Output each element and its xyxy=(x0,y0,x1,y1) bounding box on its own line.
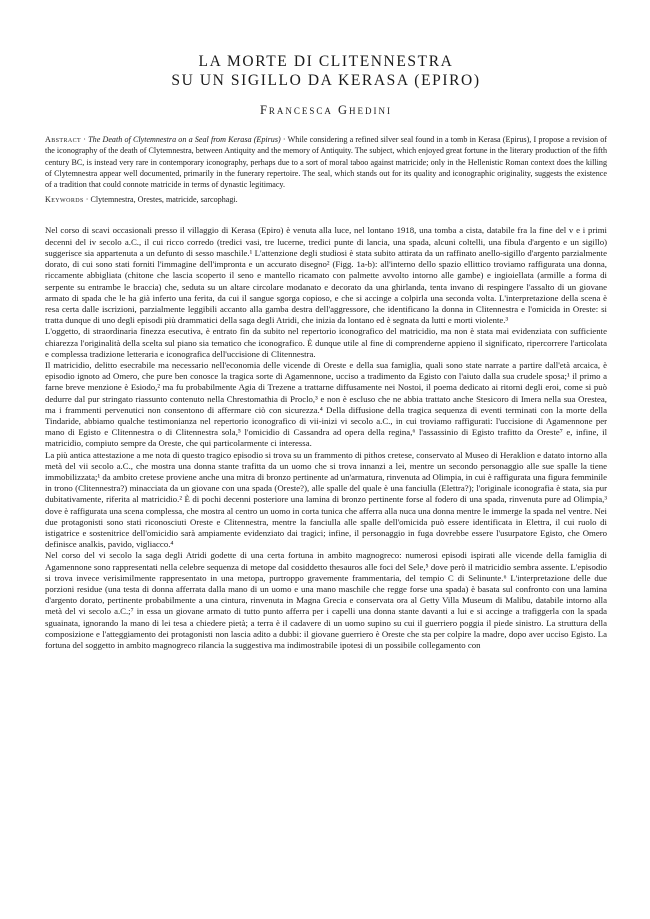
paragraph-2: L'oggetto, di straordinaria finezza esecutiva, è entrato fin da subito nel repertorio iconografico del matricidio, ma non è stata mai evidenziata con sufficiente chiarezza l'originalità della scelta sul piano sia tematico che iconografico. È dunque utile al fine di comprenderne appieno il significato, ripercorrere l'articolata e complessa tradizione letteraria e iconografica dell'uccisione di Clitennestra. xyxy=(45,326,607,359)
abstract-text: · While considering a refined silver seal found in a tomb in Kerasa (Epirus), I propose a revision of the iconography of the death of Clytemnestra, between Antiquity and the memory of Antiquity. The subject, which enjoyed great fortune in the literary production of the fifth century BC, is instead very rare in contemporary iconography, perhaps due to a sort of moral taboo against matricide; only in the Hellenistic Roman context does the killing of Clytemnestra appear well documented, primarily in the funerary repertoire. The seal, which stands out for its quality and iconographic originality, suggests the existence of a tradition that could connote matricide in terms of dynastic legitimacy. xyxy=(45,135,607,190)
paragraph-5: Nel corso del vi secolo la saga degli Atridi godette di una certa fortuna in ambito magnogreco: numerosi episodi ispirati alle vicende della famiglia di Agamennone sono rappresentati nella celebre sequenza di metope dal cosiddetto thesauros alle foci del Sele,⁵ dove però il matricidio sembra assente. L'episodio si trova invece verisimilmente rappresentato in una metopa, purtroppo gravemente frammentaria, del tempio C di Selinunte.⁶ L'interpretazione delle due porzioni residue (una testa di donna afferrata dalla mano di un uomo e una mano maschile che regge forse una spada) è basata sul confronto con una lamina d'argento dorato, pertinente probabilmente a una cintura, rinvenuta in Magna Grecia e conservata ora al Getty Villa Museum di Malibu, databile intorno alla metà del vi secolo a.C.;⁷ in essa un giovane armato di tutto punto afferra per i capelli una donna stante davanti a lui e si accinge a trafiggerla con la spada sguainata, ignorando la mano di lei tesa a chiedere pietà; a terra è il cadavere di un uomo supino su cui il guerriero poggia il piede sinistro. La struttura della composizione e l'atteggiamento dei protagonisti non lascia adito a dubbi: il giovane guerriero è Oreste che sta per colpire la madre, dopo aver ucciso Egisto. La fortuna del soggetto in ambito magnogreco rilancia la suggestiva ma indimostrabile ipotesi di un possibile collegamento con xyxy=(45,550,607,650)
author-name: Francesca Ghedini xyxy=(259,103,393,117)
paragraph-4: La più antica attestazione a me nota di questo tragico episodio si trova su un frammento di pithos cretese, conservato al Museo di Heraklion e datato intorno alla metà del vii secolo a.C., che mostra una donna stante trafitta da un uomo che si trova innanzi a lei, mentre un secondo personaggio alle sue spalle la tiene immobilizzata;¹ da ambito cretese proviene anche una mitra di bronzo pertinente ad un'armatura, rinvenuta ad Olimpia, in cui è raffigurata una figura femminile in trono (Clitennestra?) minacciata da un giovane con una spada (Oreste?), alle spalle del quale è una fanciulla (Elettra?); l'originale iconografia è stata, sia pur dubitativamente, riferita al matricidio.² È di pochi decenni posteriore una lamina di bronzo pertinente forse al fodero di una spada, rinvenuta pure ad Olimpia,³ dove è raffigurata una scena complessa, che mostra al centro un uomo in corta tunica che afferra alla nuca una donna mentre le immerge la spada nel ventre. Nei due protagonisti sono stati riconosciuti Oreste e Clitennestra, mentre la fanciulla alle spalle dell'omicida può essere identificata in Elettra, il cui ruolo di istigatrice e sostenitrice dell'omicidio sarà ampiamente evidenziato dai tragici; infine, il personaggio in fuga dovrebbe essere l'usurpatore Egisto, che Omero definisce analkis, pavido, vigliacco.⁴ xyxy=(45,449,607,550)
article-page xyxy=(45,52,607,651)
article-title xyxy=(45,52,607,90)
title-line-1: LA MORTE DI CLITENNESTRA xyxy=(198,53,454,70)
title-line-2: SU UN SIGILLO DA KERASA (EPIRO) xyxy=(171,72,481,89)
keywords-label: Keywords xyxy=(45,195,84,205)
abstract xyxy=(45,134,607,190)
keywords-text: · Clytemnestra, Orestes, matricide, sarcophagi. xyxy=(83,195,238,205)
abstract-separator: · xyxy=(81,135,89,144)
keywords xyxy=(45,194,607,205)
article-body xyxy=(45,225,607,651)
paragraph-3: Il matricidio, delitto esecrabile ma necessario nell'economia delle vicende di Oreste e della sua famiglia, quali sono state narrate a partire dall'età arcaica, è episodio ignoto ad Omero, che pure ben conosce la tragica sorte di Agamennone, ucciso a tradimento da Egisto con l'aiuto dalla sua crudele sposa;¹ il primo a farne breve menzione è Esiodo,² ma fu probabilmente Agia di Trezene a trattarne diffusamente nei Nostoi, il poema dedicato ai ritorni degli eroi, come si può dedurre dal pur stringato riassunto contenuto nella Chrestomathia di Proclo,³ e non è escluso che ne abbia trattato anche Stesicoro di Imera nella sua Orestea, ma i frammenti pervenutici non consentono di affermare ciò con sicurezza.⁴ Della diffusione della tragica sequenza di eventi terminati con la morte della Tindaride, abbiamo qualche testimonianza nel repertorio iconografico di vii-inizi vi secolo a.C., in cui troviamo raffigurati: l'uccisione di Agamennone per mano di Egisto e Clitennestra o di Clitennestra sola,⁵ l'omicidio di Cassandra ad opera della regina,⁶ l'assassinio di Egisto trafitto da Oreste⁷ e, infine, il matricidio, compiuto sempre da Oreste, che qui particolarmente ci interessa. xyxy=(45,359,607,449)
abstract-label: Abstract xyxy=(45,135,82,144)
paragraph-1: Nel corso di scavi occasionali presso il villaggio di Kerasa (Epiro) è venuta alla luce, nel lontano 1918, una tomba a cista, databile fra la fine del v e i primi decenni del iv secolo a.C., il cui ricco corredo (tredici vasi, tre lucerne, tredici punte di lancia, una spada, alcuni coltelli, una fibula d'argento e un sigillo) suggerisce sia appartenuta a un defunto di sesso maschile.¹ L'attenzione degli studiosi è stata subito attirata da un raffinato anello-sigillo d'argento parzialmente dorato, di cui sono stati forniti l'immagine dell'impronta e un accurato disegno² (Figg. 1a-b): all'interno dello spazio ellittico troviamo raffigurata una donna, riccamente abbigliata (chitone che lascia scoperto il seno e mantello ricamato con palmette avvolto intorno alle gambe) e ingioiellata (armille a forma di serpente su entrambe le braccia) che, seduta su un altare circolare modanato e decorato da una ghirlanda, tenta invano di respingere l'assalto di un giovane armato di spada che le ha già inferto una ferita, da cui il sangue sgorga copioso, e che si accinge a colpirla una seconda volta. L'interpretazione della scena è resa certa dalle iscrizioni, parzialmente leggibili accanto alla gamba destra dell'aggressore, che identificano la donna in Clitennestra e l'omicida in Oreste: si tratta dunque di uno degli episodi più drammatici della saga degli Atridi, che inizia da lontano ed è segnata da lutti e morti violente.³ xyxy=(45,225,607,326)
abstract-title: The Death of Clytemnestra on a Seal from Kerasa (Epirus) xyxy=(88,135,281,144)
